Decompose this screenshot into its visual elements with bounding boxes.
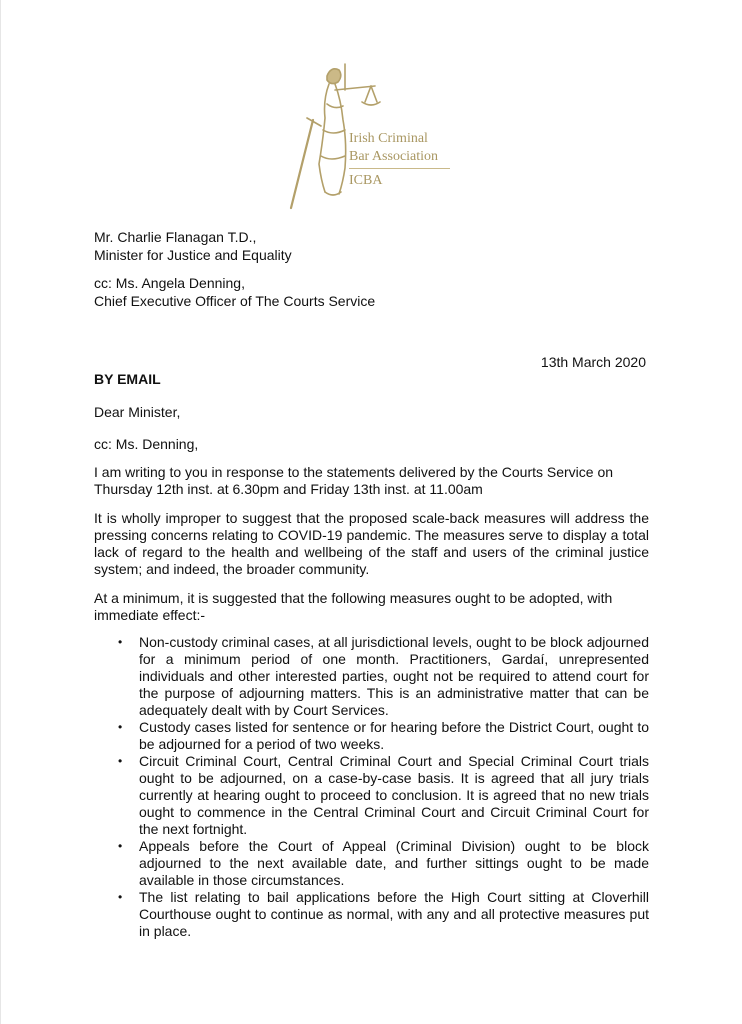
recipient-block — [94, 228, 292, 264]
bullet-icon: • — [118, 635, 123, 649]
org-abbreviation: ICBA — [349, 173, 383, 188]
measure-text: Custody cases listed for sentence or for hearing before the District Court, ought to be adjourned for a period of two weeks. — [139, 719, 649, 752]
letterhead-divider — [349, 168, 450, 169]
recipient-name: Mr. Charlie Flanagan T.D., — [94, 229, 257, 245]
bullet-icon: • — [118, 839, 123, 853]
list-item — [94, 753, 649, 838]
salutation: Dear Minister, — [94, 404, 181, 420]
measure-text: Appeals before the Court of Appeal (Criminal Division) ought to be block adjourned to the next available date, and further sittings ought to be made available in those circumstances. — [139, 838, 649, 888]
list-item — [94, 838, 649, 889]
bullet-icon: • — [118, 754, 123, 768]
paragraph-1: I am writing to you in response to the statements delivered by the Courts Service on Thursday 12th inst. at 6.30pm and Friday 13th inst. at 11.00am — [94, 464, 614, 497]
recipient-title: Minister for Justice and Equality — [94, 247, 292, 263]
cc-block — [94, 274, 375, 310]
letterhead-logo — [283, 60, 458, 212]
org-name-line1: Irish Criminal — [349, 131, 428, 146]
bullet-icon: • — [118, 890, 123, 904]
measure-text: The list relating to bail applications before the High Court sitting at Cloverhill Courthouse ought to continue as normal, with any and all protective measures put in place. — [139, 889, 649, 939]
delivery-method: BY EMAIL — [94, 371, 161, 387]
list-item — [94, 634, 649, 719]
paragraph-3: At a minimum, it is suggested that the following measures ought to be adopted, with immediate effect:- — [94, 590, 613, 623]
measure-text: Non-custody criminal cases, at all jurisdictional levels, ought to be block adjourned for a minimum period of one month. Practitioners, Gardaí, unrepresented individuals and other interested parties, ought not be required to attend court for the purpose of adjourning matters. This is an administrative matter that can be adequately dealt with by Court Services. — [139, 634, 649, 718]
bullet-icon: • — [118, 720, 123, 734]
cc-salutation: cc: Ms. Denning, — [94, 436, 199, 452]
letter-date: 13th March 2020 — [540, 354, 646, 370]
letterhead-org-name — [349, 130, 438, 190]
paragraph-2: It is wholly improper to suggest that the proposed scale-back measures will address the pressing concerns relating to COVID-19 pandemic. The measures serve to display a total lack of regard to the health and wellbeing of the staff and users of the criminal justice system; and indeed, the broader community. — [94, 510, 649, 577]
org-name-line2: Bar Association — [349, 149, 439, 164]
cc-name: cc: Ms. Angela Denning, — [94, 275, 245, 291]
measures-list — [94, 634, 649, 940]
cc-title: Chief Executive Officer of The Courts Service — [94, 293, 376, 309]
list-item — [94, 719, 649, 753]
measure-text: Circuit Criminal Court, Central Criminal Court and Special Criminal Court trials ought to be adjourned, on a case-by-case basis. It is agreed that all jury trials currently at hearing ought to proceed to conclusion. It is agreed that no new trials ought to commence in the Central Criminal Court and Circuit Criminal Court for the next fortnight. — [139, 753, 649, 837]
list-item — [94, 889, 649, 940]
